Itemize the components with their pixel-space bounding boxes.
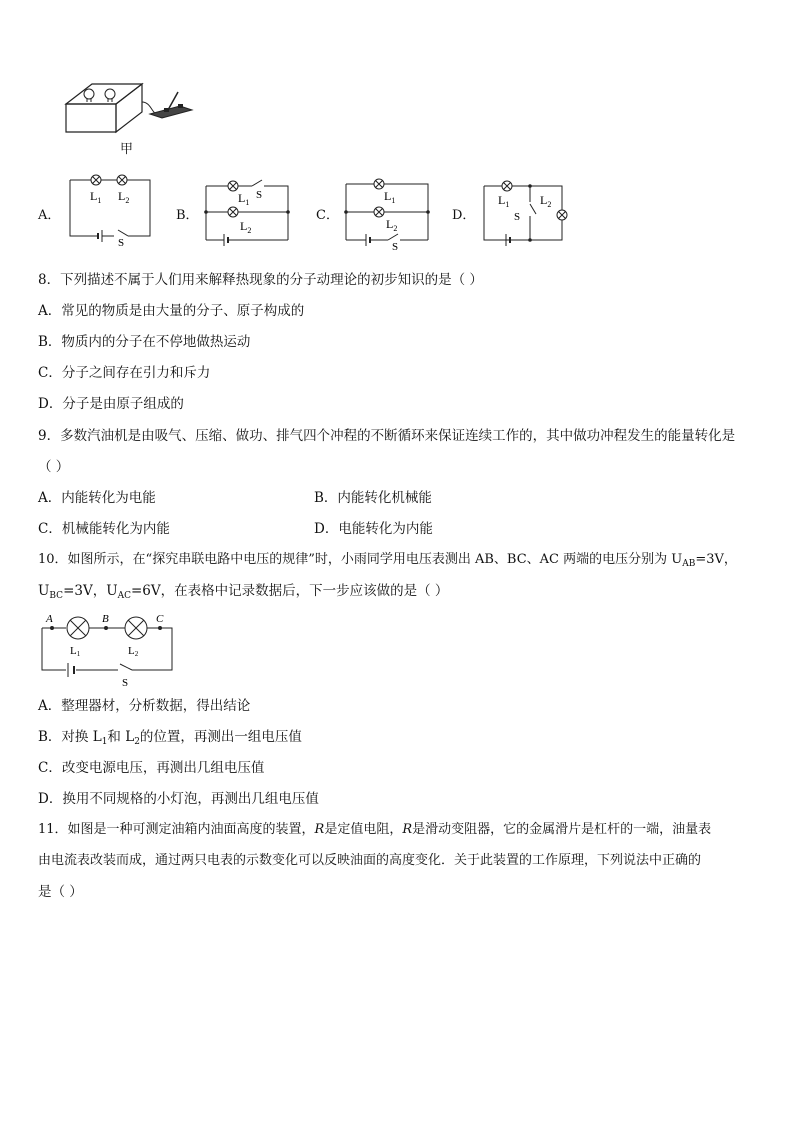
- q9-option-a: A．内能转化为电能: [38, 490, 156, 506]
- svg-text:C: C: [156, 613, 164, 625]
- circuit-b: [200, 174, 292, 246]
- q8-option-a: A．常见的物质是由大量的分子、原子构成的: [38, 303, 305, 319]
- figure-jia-caption: 甲: [120, 142, 134, 157]
- q10-circuit-figure: [38, 610, 178, 690]
- svg-text:L2: $L_2$: [386, 217, 398, 233]
- svg-text:L1: $L_1$: [384, 189, 396, 205]
- svg-text:L1: $L_1$: [498, 193, 510, 209]
- svg-text:L1: L1: [70, 645, 81, 658]
- q9-option-c: C．机械能转化为内能: [38, 521, 170, 537]
- bulb-icon-right: [105, 89, 115, 102]
- q10-stem-line2: $U_{BC}=3V$，$U_{AC}=6V$，在表格中记录数据后，下一步应该做的是（ ）: [38, 583, 449, 601]
- svg-text:L2: $L_2$: [240, 219, 252, 235]
- circuit-a: [66, 170, 156, 249]
- svg-text:L1: $L_1$: [90, 189, 102, 205]
- q9-option-b: B．内能转化机械能: [314, 490, 432, 506]
- svg-text:S: S: [118, 237, 125, 249]
- q10-option-b: B．对换 $L_1$和 $L_2$的位置，再测出一组电压值: [38, 729, 302, 747]
- svg-text:S: S: [122, 677, 129, 689]
- q9-stem-line1: 9．多数汽油机是由吸气、压缩、做功、排气四个冲程的不断循环来保证连续工作的，其中做功冲程发生的能量转化是: [38, 428, 736, 444]
- option-a-letter: A．: [38, 208, 61, 223]
- circuit-c: [340, 174, 432, 253]
- q10-option-a: A．整理器材，分析数据，得出结论: [38, 698, 251, 714]
- q11-stem-line1: 11．如图是一种可测定油箱内油面高度的装置，R是定值电阻，R是滑动变阻器，它的金属滑片是杠杆的一端，油量表: [38, 822, 712, 837]
- svg-text:B: B: [102, 613, 109, 625]
- q8-option-c: C．分子之间存在引力和斥力: [38, 365, 211, 381]
- circuit-d: [478, 174, 574, 246]
- switch-icon: [150, 92, 192, 118]
- svg-text:S: S: [392, 241, 399, 253]
- q9-option-d: D．电能转化为内能: [314, 521, 433, 537]
- svg-text:L2: $L_2$: [118, 189, 130, 205]
- svg-text:L2: L2: [128, 645, 139, 658]
- option-c-letter: C．: [316, 208, 339, 223]
- svg-text:L2: $L_2$: [540, 193, 552, 209]
- q10-stem-line1: 10．如图所示，在“探究串联电路中电压的规律”时，小雨同学用电压表测出 AB、BC、AC 两端的电压分别为 $U_{AB}=3V$，: [38, 552, 737, 569]
- option-b-letter: B．: [176, 208, 199, 223]
- q11-stem-line2: 由电流表改装而成，通过两只电表的示数变化可以反映油面的高度变化．关于此装置的工作原理，下列说法中正确的: [38, 853, 702, 868]
- svg-text:L1: $L_1$: [238, 191, 250, 207]
- q8-stem: 8．下列描述不属于人们用来解释热现象的分子动理论的初步知识的是（ ）: [38, 272, 483, 288]
- svg-text:A: A: [46, 613, 53, 625]
- q8-option-d: D．分子是由原子组成的: [38, 396, 184, 412]
- q10-option-c: C．改变电源电压，再测出几组电压值: [38, 760, 265, 776]
- option-d-letter: D．: [452, 208, 476, 223]
- q11-stem-line3: 是（ ）: [38, 884, 83, 900]
- svg-text:S: S: [514, 211, 521, 223]
- q8-option-b: B．物质内的分子在不停地做热运动: [38, 334, 251, 350]
- svg-text:S: S: [256, 189, 263, 201]
- q9-stem-line2: （ ）: [38, 459, 70, 475]
- q10-option-d: D．换用不同规格的小灯泡，再测出几组电压值: [38, 791, 319, 807]
- bulb-icon-left: [84, 89, 94, 102]
